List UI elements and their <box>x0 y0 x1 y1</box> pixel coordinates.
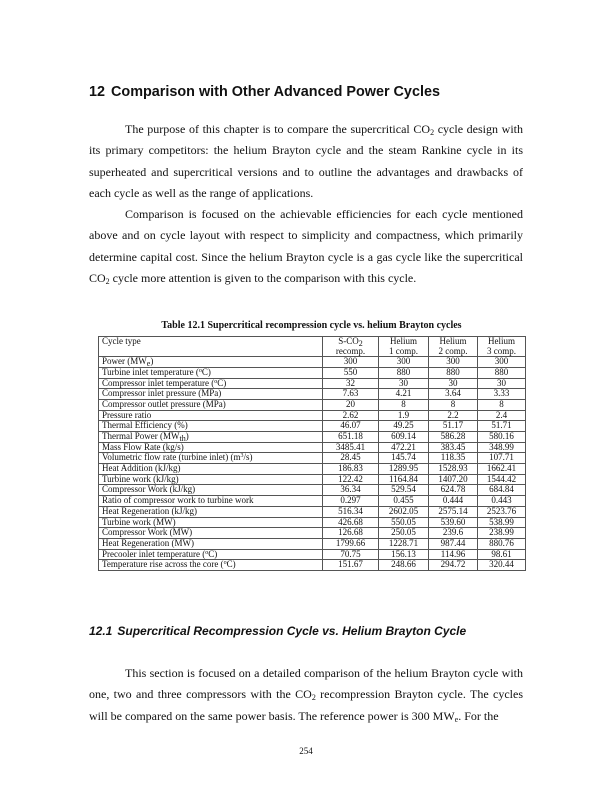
table-row <box>99 506 526 517</box>
row-value: 248.66 <box>379 560 429 571</box>
row-value: 156.13 <box>379 549 429 560</box>
row-value: 145.74 <box>379 453 429 464</box>
row-label: Precooler inlet temperature ($^o$C) <box>99 549 323 560</box>
table-caption: Table 12.1 Supercritical recompression cycle vs. helium Brayton cycles <box>161 320 462 331</box>
row-value: 1528.93 <box>429 464 478 475</box>
subscript: 2 <box>105 276 110 286</box>
row-label: Compressor Work (kJ/kg) <box>99 485 323 496</box>
row-value: 20 <box>323 399 379 410</box>
row-value: 8 <box>478 399 526 410</box>
header-col: $S-CO_2$ recomp. <box>323 337 379 357</box>
table-row <box>99 421 526 432</box>
row-value: 300 <box>379 357 429 368</box>
chapter-heading <box>89 84 440 100</box>
row-value: 151.67 <box>323 560 379 571</box>
row-label: Heat Regeneration (MW) <box>99 538 323 549</box>
row-label: Compressor inlet temperature ($^o$C) <box>99 378 323 389</box>
row-value: 238.99 <box>478 528 526 539</box>
row-value: 550 <box>323 367 379 378</box>
table-row <box>99 432 526 443</box>
row-value: 7.63 <box>323 389 379 400</box>
row-label: Compressor inlet pressure (MPa) <box>99 389 323 400</box>
row-value: 550.05 <box>379 517 429 528</box>
row-value: 1662.41 <box>478 464 526 475</box>
row-label: Temperature rise across the core ($^o$C) <box>99 560 323 571</box>
row-value: 300 <box>323 357 379 368</box>
row-label: Turbine work (kJ/kg) <box>99 474 323 485</box>
row-value: 239.6 <box>429 528 478 539</box>
row-value: 609.14 <box>379 432 429 443</box>
row-value: 880 <box>429 367 478 378</box>
section-heading <box>89 624 466 638</box>
table-row <box>99 399 526 410</box>
row-label: Compressor Work (MW) <box>99 528 323 539</box>
section-title: Supercritical Recompression Cycle vs. Helium Brayton Cycle <box>117 624 467 638</box>
table-row <box>99 357 526 368</box>
intro-paragraph <box>89 119 523 204</box>
section-paragraph <box>89 663 523 727</box>
row-value: 2.4 <box>478 410 526 421</box>
row-value: 880 <box>478 367 526 378</box>
table-row <box>99 528 526 539</box>
row-label: Thermal Efficiency (%) <box>99 421 323 432</box>
row-value: 30 <box>478 378 526 389</box>
row-label: Turbine inlet temperature ($^o$C) <box>99 367 323 378</box>
row-value: 118.35 <box>429 453 478 464</box>
header-col: Helium 1 comp. <box>379 337 429 357</box>
row-value: 2575.14 <box>429 506 478 517</box>
comparison-table <box>98 336 526 571</box>
row-value: 0.455 <box>379 496 429 507</box>
table-row <box>99 389 526 400</box>
row-value: 651.18 <box>323 432 379 443</box>
row-value: 300 <box>478 357 526 368</box>
row-value: 32 <box>323 378 379 389</box>
text-run: Comparison is focused on the achievable efficiencies for each cycle mentioned above and on cycle layout with respect to simplicity and compactness, which primarily determine capital cost. Since the helium Brayton cycle is a gas cycle like the supercritical CO <box>89 207 523 285</box>
text-run: cycle design with its primary competitors: the helium Brayton cycle and the steam Rankine cycle in its superheated and supercritical versions and to outline the advantages and drawbacks of each cycle as well as the range of applications. <box>89 122 523 200</box>
table-header-row <box>99 337 526 357</box>
comparison-paragraph <box>89 204 523 289</box>
row-value: 516.34 <box>323 506 379 517</box>
row-value: 0.297 <box>323 496 379 507</box>
row-value: 126.68 <box>323 528 379 539</box>
row-value: 30 <box>429 378 478 389</box>
text-run: This section is focused on a detailed comparison of the helium Brayton cycle with one, two and three compressors with the CO <box>89 666 523 702</box>
row-value: 2.62 <box>323 410 379 421</box>
row-value: 987.44 <box>429 538 478 549</box>
table-row <box>99 496 526 507</box>
row-value: 426.68 <box>323 517 379 528</box>
table-row <box>99 464 526 475</box>
row-value: 880 <box>379 367 429 378</box>
row-value: 539.60 <box>429 517 478 528</box>
row-value: 122.42 <box>323 474 379 485</box>
row-value: 8 <box>429 399 478 410</box>
row-value: 2.2 <box>429 410 478 421</box>
table-row <box>99 549 526 560</box>
chapter-title: Comparison with Other Advanced Power Cycles <box>111 84 440 100</box>
table-row <box>99 367 526 378</box>
table-row <box>99 538 526 549</box>
row-value: 294.72 <box>429 560 478 571</box>
subscript: 2 <box>430 128 435 137</box>
row-value: 348.99 <box>478 442 526 453</box>
row-value: 383.45 <box>429 442 478 453</box>
row-label: Pressure ratio <box>99 410 323 421</box>
row-value: 300 <box>429 357 478 368</box>
row-value: 3485.41 <box>323 442 379 453</box>
header-cycle-type: Cycle type <box>99 337 323 357</box>
row-value: 3.33 <box>478 389 526 400</box>
row-value: 51.17 <box>429 421 478 432</box>
page-number: 254 <box>299 746 313 756</box>
row-label: Compressor outlet pressure (MPa) <box>99 399 323 410</box>
row-label: Turbine work (MW) <box>99 517 323 528</box>
row-value: 1544.42 <box>478 474 526 485</box>
row-label: Heat Addition (kJ/kg) <box>99 464 323 475</box>
row-value: 0.443 <box>478 496 526 507</box>
row-value: 30 <box>379 378 429 389</box>
table-row <box>99 560 526 571</box>
row-value: 1.9 <box>379 410 429 421</box>
row-label: Mass Flow Rate (kg/s) <box>99 442 323 453</box>
row-value: 2602.05 <box>379 506 429 517</box>
row-value: 1407.20 <box>429 474 478 485</box>
row-value: 107.71 <box>478 453 526 464</box>
row-value: 538.99 <box>478 517 526 528</box>
text-run: recompression Brayton cycle. The cycles will be compared on the same power basis. The reference power is 300 MW <box>89 687 523 723</box>
text-run: cycle more attention is given to the comparison with this cycle. <box>109 270 417 285</box>
chapter-number: 12 <box>89 84 106 100</box>
text-run: The purpose of this chapter is to compare the supercritical CO <box>125 122 431 136</box>
table-row <box>99 474 526 485</box>
row-value: 36.34 <box>323 485 379 496</box>
row-label: Heat Regeneration (kJ/kg) <box>99 506 323 517</box>
table-row <box>99 485 526 496</box>
table-row <box>99 410 526 421</box>
row-value: 472.21 <box>379 442 429 453</box>
row-value: 586.28 <box>429 432 478 443</box>
table-row <box>99 517 526 528</box>
row-value: 580.16 <box>478 432 526 443</box>
table-row <box>99 453 526 464</box>
row-value: 2523.76 <box>478 506 526 517</box>
row-value: 529.54 <box>379 485 429 496</box>
row-value: 0.444 <box>429 496 478 507</box>
table-row <box>99 378 526 389</box>
subscript: e <box>454 714 459 724</box>
row-value: 46.07 <box>323 421 379 432</box>
row-value: 51.71 <box>478 421 526 432</box>
row-value: 624.78 <box>429 485 478 496</box>
row-value: 49.25 <box>379 421 429 432</box>
row-value: 1164.84 <box>379 474 429 485</box>
table-row <box>99 442 526 453</box>
row-label: Thermal Power $(MW_{th})$ <box>99 432 323 443</box>
row-value: 1799.66 <box>323 538 379 549</box>
row-label: Volumetric flow rate (turbine inlet) $(m^3/s)$ <box>99 453 323 464</box>
row-value: 250.05 <box>379 528 429 539</box>
row-value: 3.64 <box>429 389 478 400</box>
row-value: 320.44 <box>478 560 526 571</box>
row-value: 684.84 <box>478 485 526 496</box>
row-value: 8 <box>379 399 429 410</box>
table-body <box>99 357 526 571</box>
row-label: Power $(MW_e)$ <box>99 357 323 368</box>
header-col: Helium 3 comp. <box>478 337 526 357</box>
row-value: 4.21 <box>379 389 429 400</box>
row-label: Ratio of compressor work to turbine work <box>99 496 323 507</box>
row-value: 28.45 <box>323 453 379 464</box>
row-value: 186.83 <box>323 464 379 475</box>
row-value: 1289.95 <box>379 464 429 475</box>
text-run: . For the <box>458 708 499 723</box>
row-value: 114.96 <box>429 549 478 560</box>
subscript: 2 <box>311 693 316 703</box>
row-value: 70.75 <box>323 549 379 560</box>
row-value: 1228.71 <box>379 538 429 549</box>
header-col: Helium 2 comp. <box>429 337 478 357</box>
row-value: 880.76 <box>478 538 526 549</box>
section-number: 12.1 <box>89 624 113 638</box>
row-value: 98.61 <box>478 549 526 560</box>
